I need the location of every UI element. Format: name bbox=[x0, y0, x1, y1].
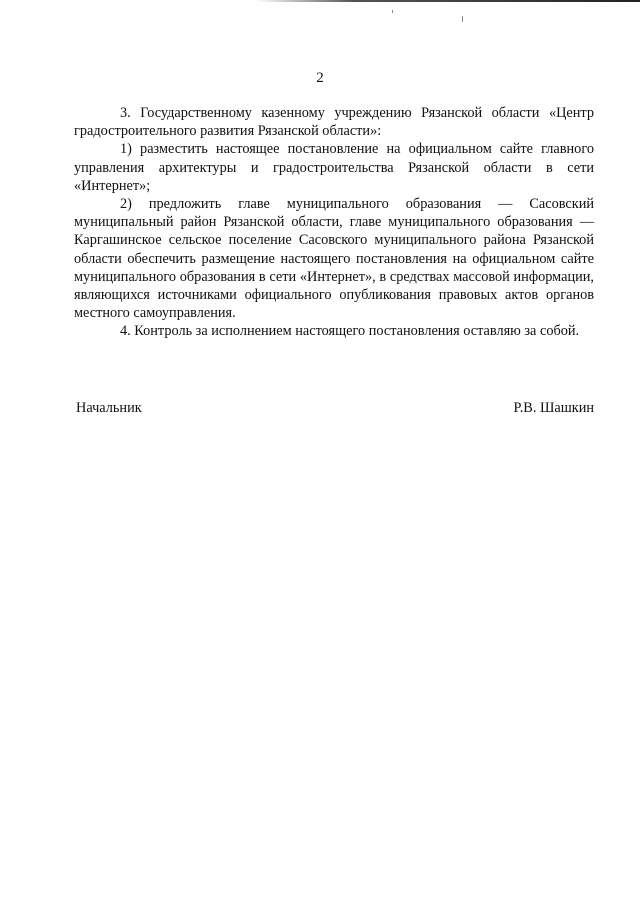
paragraph-subitem-1: 1) разместить настоящее постановление на официальном сайте главного управления архитектуры и градостроительства Рязанской области в сети «Интернет»; bbox=[74, 141, 594, 194]
signatory-name: Р.В. Шашкин bbox=[513, 400, 594, 416]
signature-block bbox=[76, 400, 594, 417]
paragraph-item-4: 4. Контроль за исполнением настоящего постановления оставляю за собой. bbox=[120, 323, 580, 340]
scan-artifact bbox=[462, 16, 463, 22]
signatory-position: Начальник bbox=[76, 400, 142, 416]
scan-top-edge bbox=[0, 0, 640, 2]
document-body bbox=[74, 104, 594, 341]
paragraph-subitem-2: 2) предложить главе муниципального образования — Сасовский муниципальный район Рязанской области, главе муниципального образования — Каргашинское сельское поселение Сасовского муниципального района Рязанской области обеспечить размещение настоящего постановления на официальном сайте муниципального образования в сети «Интернет», в средствах массовой информации, являющихся источниками официального опубликования правовых актов органов местного самоуправления. bbox=[74, 196, 594, 322]
scan-artifact bbox=[392, 10, 393, 13]
page-number: 2 bbox=[316, 70, 324, 86]
paragraph-item-3: 3. Государственному казенному учреждению Рязанской области «Центр градостроительного развития Рязанской области»: bbox=[74, 105, 594, 140]
